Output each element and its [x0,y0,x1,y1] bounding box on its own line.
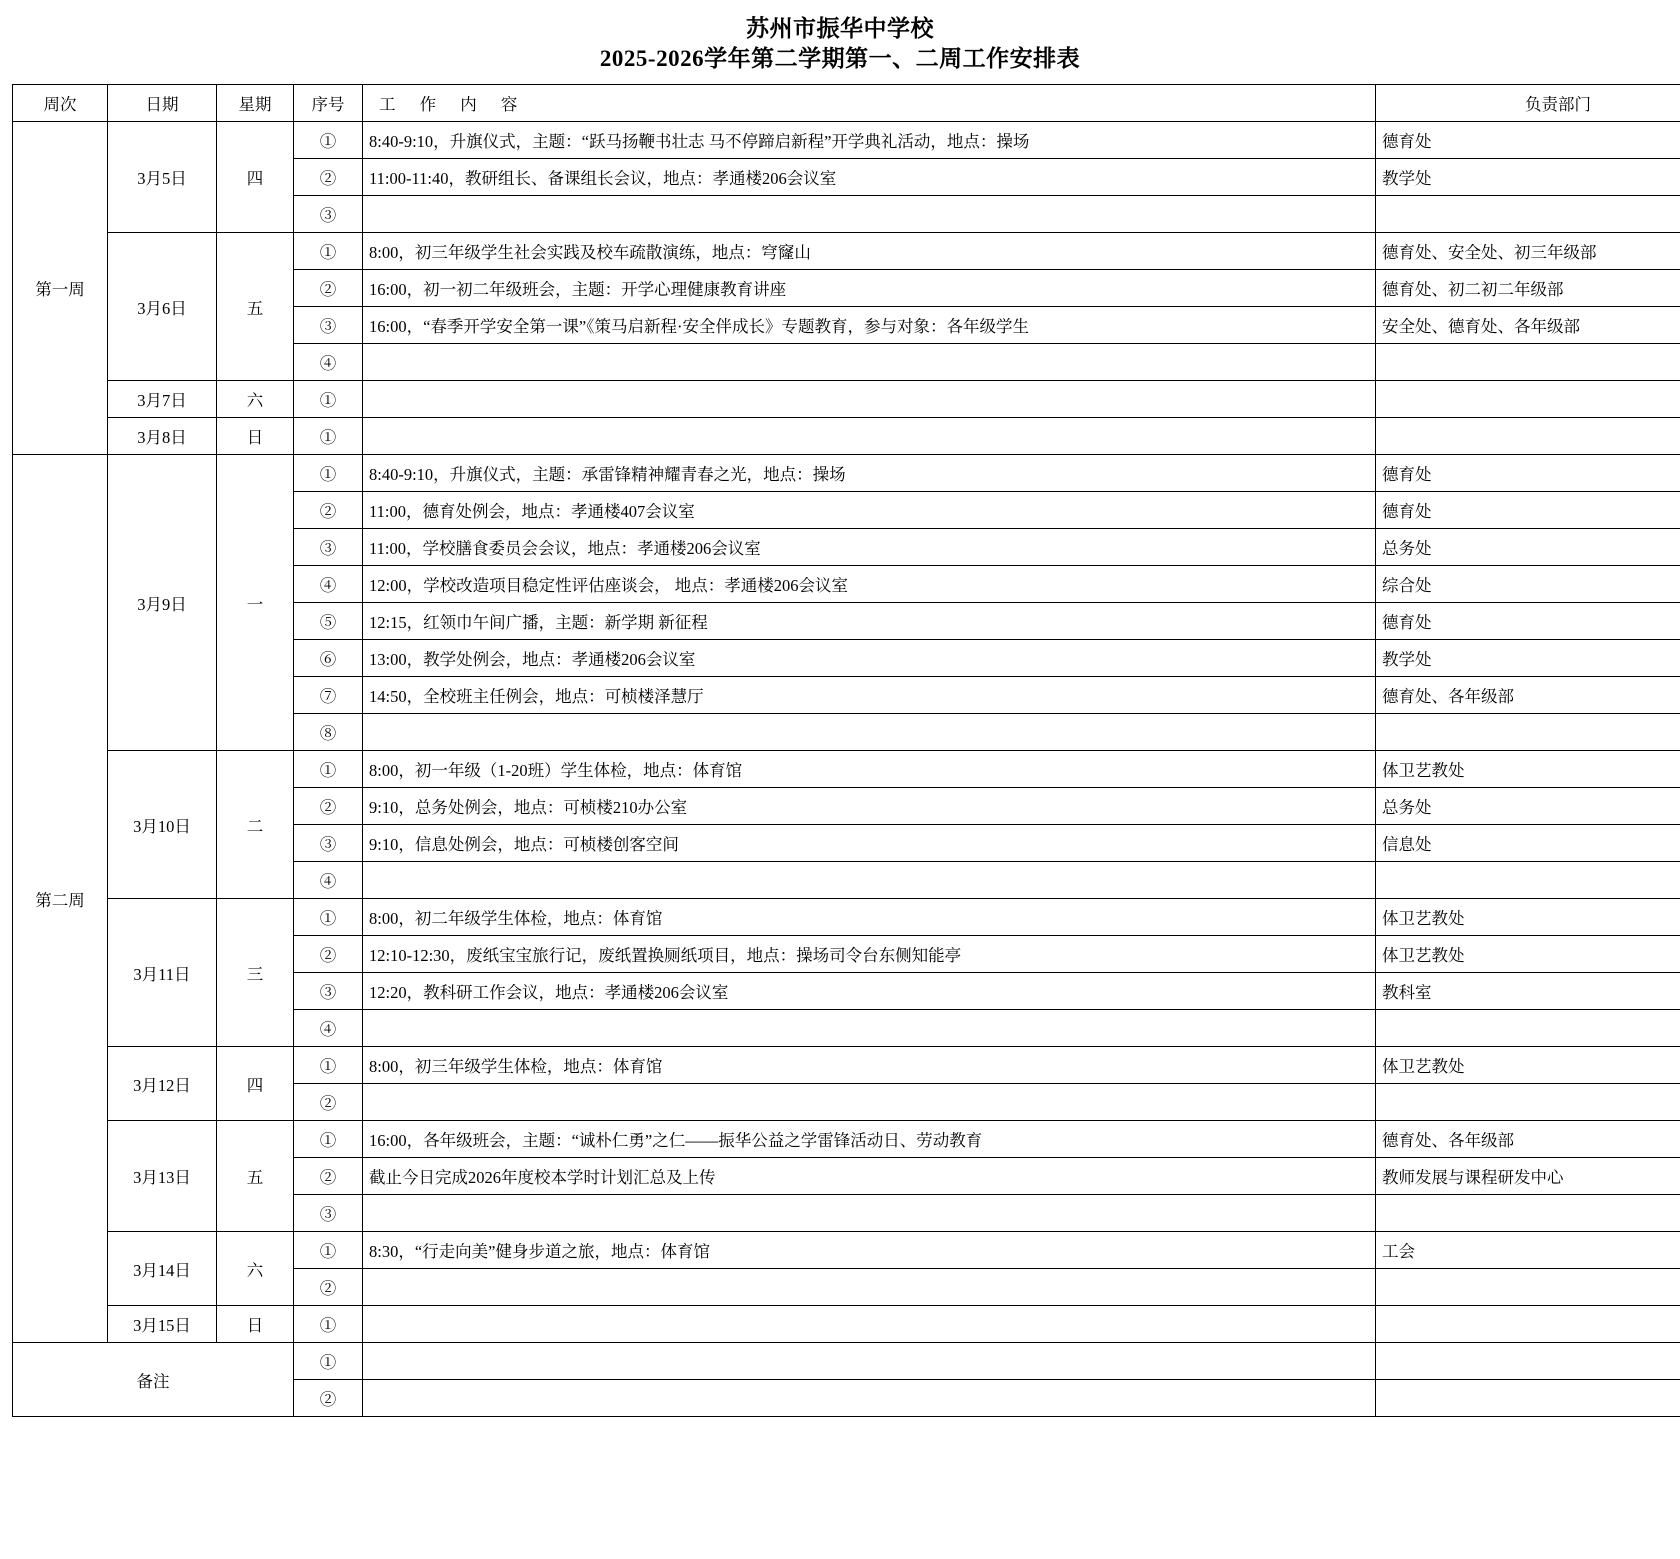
date-cell: 3月15日 [108,1306,217,1343]
content-cell: 12:15，红领巾午间广播，主题：新学期 新征程 [363,603,1376,640]
seq-cell: ① [294,751,363,788]
content-cell: 12:00，学校改造项目稳定性评估座谈会， 地点：孝通楼206会议室 [363,566,1376,603]
content-cell [363,1195,1376,1232]
content-cell: 8:00，初一年级（1-20班）学生体检，地点：体育馆 [363,751,1376,788]
table-row [13,122,1680,159]
dept-cell [1376,1010,1680,1047]
weekday-cell: 日 [217,1306,294,1343]
content-cell [363,381,1376,418]
content-cell: 8:00，初三年级学生体检，地点：体育馆 [363,1047,1376,1084]
seq-cell: ⑥ [294,640,363,677]
seq-cell: ② [294,159,363,196]
seq-cell: ① [294,418,363,455]
week-label: 第二周 [13,455,108,1343]
content-cell: 16:00，各年级班会，主题：“诚朴仁勇”之仁——振华公益之学雷锋活动日、劳动教育 [363,1121,1376,1158]
content-cell: 14:50，全校班主任例会，地点：可桢楼泽慧厅 [363,677,1376,714]
weekday-cell: 六 [217,381,294,418]
weekday-cell: 一 [217,455,294,751]
table-body [13,122,1680,1417]
table-row [13,233,1680,270]
note-content-cell [363,1343,1376,1380]
seq-cell: ② [294,936,363,973]
work-schedule-table [12,84,1680,1417]
seq-cell: ③ [294,1195,363,1232]
school-name: 苏州市振华中学校 [746,16,934,41]
seq-cell: ④ [294,566,363,603]
content-cell: 截止今日完成2026年度校本学时计划汇总及上传 [363,1158,1376,1195]
dept-cell: 工会 [1376,1232,1680,1269]
seq-cell: ② [294,788,363,825]
dept-cell: 德育处 [1376,603,1680,640]
table-row [13,1306,1680,1343]
content-cell: 11:00，德育处例会，地点：孝通楼407会议室 [363,492,1376,529]
content-cell: 8:00，初二年级学生体检，地点：体育馆 [363,899,1376,936]
dept-cell: 安全处、德育处、各年级部 [1376,307,1680,344]
table-row [13,418,1680,455]
seq-cell: ④ [294,1010,363,1047]
schedule-subtitle: 2025-2026学年第二学期第一、二周工作安排表 [599,46,1081,71]
header-week: 周次 [13,85,108,122]
date-cell: 3月11日 [108,899,217,1047]
dept-cell [1376,344,1680,381]
content-cell [363,1306,1376,1343]
note-dept-cell [1376,1343,1680,1380]
dept-cell [1376,862,1680,899]
content-cell: 16:00，初一初二年级班会，主题：开学心理健康教育讲座 [363,270,1376,307]
content-cell [363,1010,1376,1047]
seq-cell: ② [294,492,363,529]
date-cell: 3月7日 [108,381,217,418]
seq-cell: ⑧ [294,714,363,751]
table-header [13,85,1680,122]
date-cell: 3月12日 [108,1047,217,1121]
content-cell: 9:10，信息处例会，地点：可桢楼创客空间 [363,825,1376,862]
dept-cell: 德育处 [1376,455,1680,492]
weekday-cell: 三 [217,899,294,1047]
note-seq-cell: ① [294,1343,363,1380]
dept-cell [1376,714,1680,751]
page-title [12,14,1668,74]
dept-cell: 教科室 [1376,973,1680,1010]
dept-cell: 综合处 [1376,566,1680,603]
table-row [13,1232,1680,1269]
note-dept-cell [1376,1380,1680,1417]
seq-cell: ① [294,122,363,159]
seq-cell: ⑦ [294,677,363,714]
header-date: 日期 [108,85,217,122]
note-content-cell [363,1380,1376,1417]
content-cell: 8:40-9:10，升旗仪式，主题：承雷锋精神耀青春之光，地点：操场 [363,455,1376,492]
dept-cell: 信息处 [1376,825,1680,862]
dept-cell: 教学处 [1376,159,1680,196]
content-cell [363,714,1376,751]
content-cell: 9:10，总务处例会，地点：可桢楼210办公室 [363,788,1376,825]
dept-cell: 德育处、各年级部 [1376,1121,1680,1158]
dept-cell: 体卫艺教处 [1376,751,1680,788]
dept-cell: 体卫艺教处 [1376,1047,1680,1084]
seq-cell: ① [294,1232,363,1269]
content-cell: 8:40-9:10，升旗仪式，主题：“跃马扬鞭书壮志 马不停蹄启新程”开学典礼活动，地点：操场 [363,122,1376,159]
dept-cell: 总务处 [1376,529,1680,566]
date-cell: 3月8日 [108,418,217,455]
date-cell: 3月13日 [108,1121,217,1232]
header-content: 工 作 内 容 [363,85,1376,122]
content-cell: 11:00，学校膳食委员会会议，地点：孝通楼206会议室 [363,529,1376,566]
dept-cell: 总务处 [1376,788,1680,825]
table-row [13,751,1680,788]
dept-cell: 德育处、安全处、初三年级部 [1376,233,1680,270]
table-row [13,455,1680,492]
seq-cell: ① [294,233,363,270]
dept-cell [1376,418,1680,455]
header-seq: 序号 [294,85,363,122]
date-cell: 3月5日 [108,122,217,233]
dept-cell: 德育处 [1376,492,1680,529]
content-cell: 13:00，教学处例会，地点：孝通楼206会议室 [363,640,1376,677]
weekday-cell: 日 [217,418,294,455]
content-cell [363,196,1376,233]
weekday-cell: 五 [217,233,294,381]
seq-cell: ③ [294,973,363,1010]
seq-cell: ① [294,1121,363,1158]
date-cell: 3月6日 [108,233,217,381]
table-row-note [13,1343,1680,1380]
content-cell [363,1269,1376,1306]
content-cell [363,344,1376,381]
dept-cell [1376,1306,1680,1343]
date-cell: 3月14日 [108,1232,217,1306]
weekday-cell: 四 [217,1047,294,1121]
content-cell: 12:10-12:30，废纸宝宝旅行记，废纸置换厕纸项目，地点：操场司令台东侧知能亭 [363,936,1376,973]
seq-cell: ③ [294,825,363,862]
seq-cell: ① [294,381,363,418]
content-cell [363,1084,1376,1121]
seq-cell: ② [294,1084,363,1121]
seq-cell: ④ [294,862,363,899]
note-label: 备注 [13,1343,294,1417]
header-dept: 负责部门 [1376,85,1680,122]
dept-cell: 教学处 [1376,640,1680,677]
seq-cell: ① [294,1306,363,1343]
content-cell [363,862,1376,899]
date-cell: 3月10日 [108,751,217,899]
dept-cell [1376,1269,1680,1306]
date-cell: 3月9日 [108,455,217,751]
seq-cell: ① [294,1047,363,1084]
weekday-cell: 六 [217,1232,294,1306]
header-weekday: 星期 [217,85,294,122]
seq-cell: ③ [294,529,363,566]
dept-cell: 体卫艺教处 [1376,936,1680,973]
dept-cell: 德育处、初二初二年级部 [1376,270,1680,307]
seq-cell: ② [294,1158,363,1195]
seq-cell: ① [294,455,363,492]
dept-cell: 德育处、各年级部 [1376,677,1680,714]
dept-cell: 教师发展与课程研发中心 [1376,1158,1680,1195]
dept-cell: 德育处 [1376,122,1680,159]
dept-cell [1376,1084,1680,1121]
header-row [13,85,1680,122]
dept-cell: 体卫艺教处 [1376,899,1680,936]
seq-cell: ③ [294,307,363,344]
content-cell: 8:30，“行走向美”健身步道之旅，地点：体育馆 [363,1232,1376,1269]
seq-cell: ② [294,1269,363,1306]
content-cell: 16:00，“春季开学安全第一课”《策马启新程·安全伴成长》专题教育，参与对象：各年级学生 [363,307,1376,344]
content-cell: 11:00-11:40，教研组长、备课组长会议，地点：孝通楼206会议室 [363,159,1376,196]
seq-cell: ① [294,899,363,936]
content-cell: 8:00，初三年级学生社会实践及校车疏散演练，地点：穹窿山 [363,233,1376,270]
note-seq-cell: ② [294,1380,363,1417]
seq-cell: ④ [294,344,363,381]
table-row [13,1047,1680,1084]
content-cell [363,418,1376,455]
table-row [13,899,1680,936]
table-row [13,1121,1680,1158]
weekday-cell: 二 [217,751,294,899]
seq-cell: ③ [294,196,363,233]
weekday-cell: 四 [217,122,294,233]
table-row [13,381,1680,418]
week-label: 第一周 [13,122,108,455]
dept-cell [1376,381,1680,418]
content-cell: 12:20，教科研工作会议，地点：孝通楼206会议室 [363,973,1376,1010]
dept-cell [1376,196,1680,233]
weekday-cell: 五 [217,1121,294,1232]
seq-cell: ② [294,270,363,307]
seq-cell: ⑤ [294,603,363,640]
dept-cell [1376,1195,1680,1232]
